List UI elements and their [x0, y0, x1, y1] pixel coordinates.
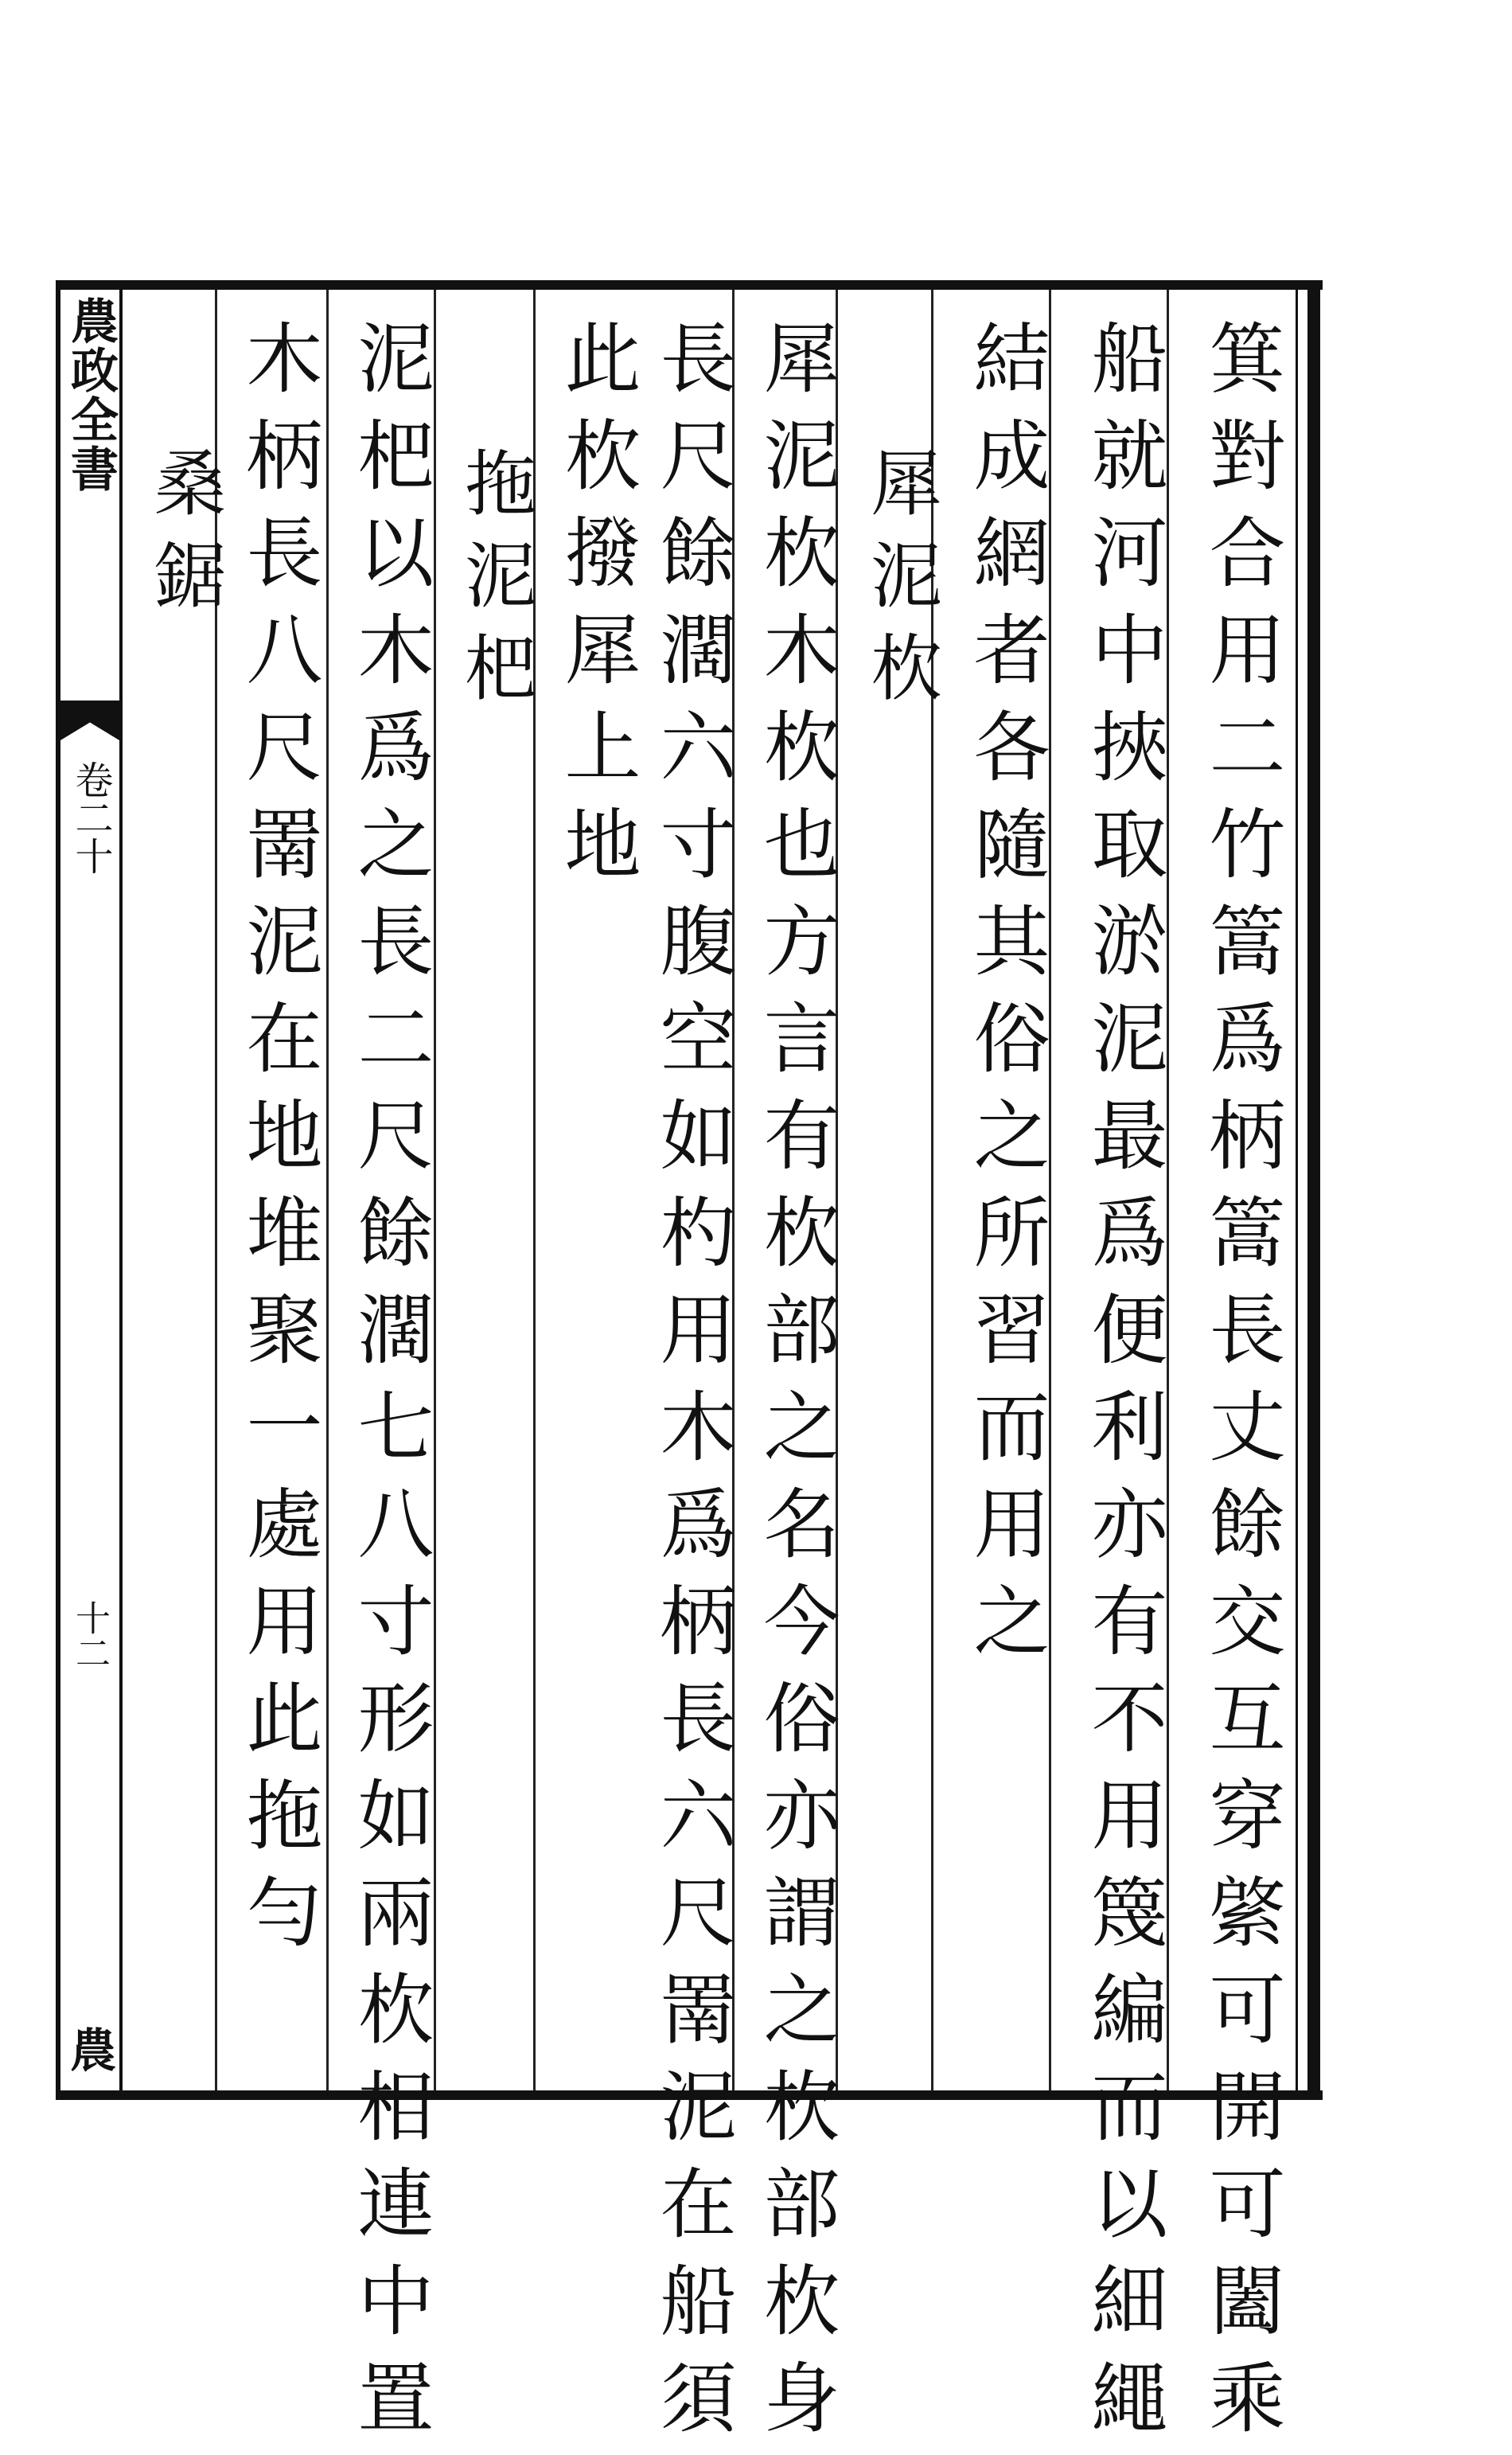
margin-outer-rule — [56, 280, 60, 2100]
frame-top-border — [56, 280, 1323, 290]
margin-page-number: 十二 — [69, 1600, 110, 1670]
margin-bottom-character: 農 — [62, 2026, 116, 2072]
heading-column-8: 拖泥杷 — [452, 446, 536, 723]
margin-book-title: 農政全書 — [63, 296, 119, 494]
column-rule — [326, 290, 329, 2090]
text-column-1: 箕對合用二竹篙爲柄篙長丈餘交互穿綮可開可闔乘 — [1197, 318, 1286, 2455]
frame-right-inner-rule — [1296, 290, 1298, 2090]
text-column-10: 木柄長八尺罱泥在地堆聚一處用此拖勻 — [234, 318, 323, 1969]
text-column-3: 結成網者各隨其俗之所習而用之 — [961, 318, 1050, 1678]
fishtail-mark — [60, 701, 119, 740]
margin-inner-rule — [119, 290, 123, 2090]
text-column-9: 泥杷以木爲之長二尺餘濶七八寸形如兩杴相連中置 — [345, 318, 435, 2455]
margin-juan-number: 卷二十 — [68, 760, 113, 875]
text-column-2: 船就河中挾取淤泥最爲便利亦有不用篾編而以細繩 — [1079, 318, 1168, 2455]
text-column-7: 此杴撥犀上地 — [552, 318, 641, 901]
heading-column-4: 犀泥杴 — [858, 446, 941, 723]
heading-column-11: 桑鋸 — [142, 446, 225, 630]
text-column-5: 犀泥杴木杴也方言有杴部之名今俗亦謂之杴部杴身 — [751, 318, 840, 2455]
text-column-6: 長尺餘濶六寸腹空如杓用木爲柄長六尺罱泥在船須 — [648, 318, 737, 2455]
frame-right-border — [1307, 280, 1320, 2100]
